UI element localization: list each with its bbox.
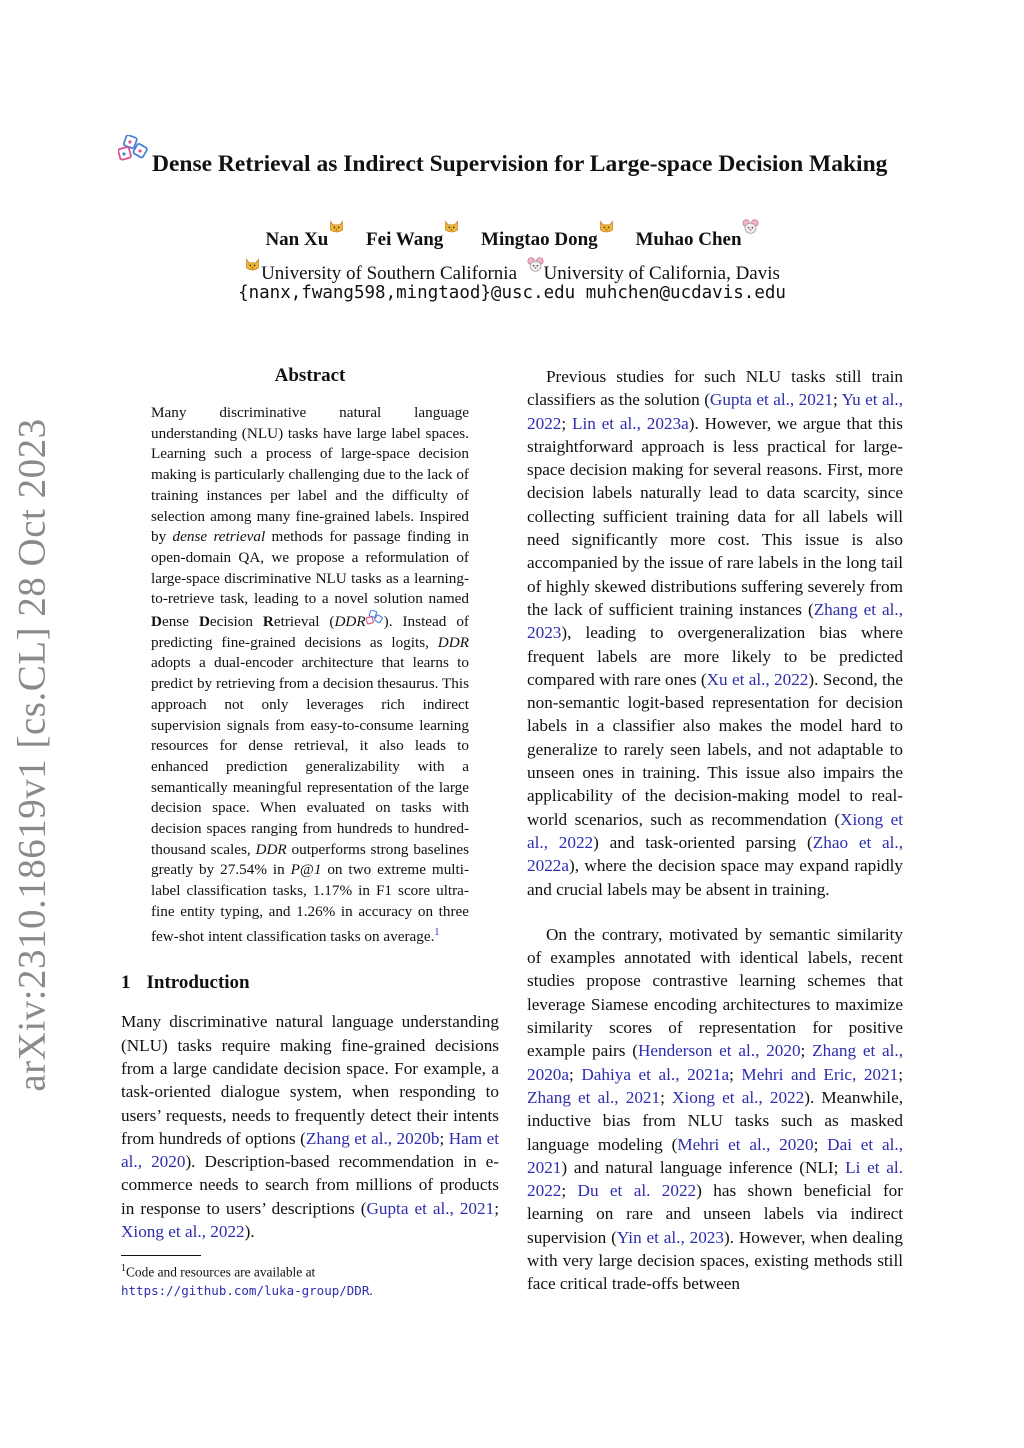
citation-link[interactable]: Xu et al., 2022 xyxy=(706,669,809,689)
citation-link[interactable]: Zhang et al., 2021 xyxy=(527,1087,661,1107)
affiliation-list xyxy=(0,256,1024,285)
citation-link[interactable]: Xiong et al., 2022 xyxy=(121,1222,245,1242)
left-column xyxy=(121,365,499,1300)
footnote-marker[interactable]: 1 xyxy=(434,926,440,938)
citation-link[interactable]: Lin et al., 2023a xyxy=(571,413,689,433)
author-2 xyxy=(366,229,460,250)
author-name: Fei Wang xyxy=(366,229,444,250)
intro-paragraph-1: Many discriminative natural language understanding (NLU) tasks require making fine-grained decisions from a large candidate decision space. For example, a task-oriented dialogue system, when responding to users’ requests, needs to frequently detect their intents from hundreds of options (Zhang et al., 2020b; Ham et al., 2020). Description-based recommendation in e-commerce needs to search from millions of products in response to users’ descriptions (Gupta et al., 2021; Xiong et al., 2022). xyxy=(121,1012,499,1242)
citation-link[interactable]: Mehri and Eric, 2021 xyxy=(741,1064,899,1084)
citation-link[interactable]: Li et al. 2022 xyxy=(527,1157,903,1201)
mouse-face-icon xyxy=(527,256,544,273)
citation-link[interactable]: Xiong et al., 2022 xyxy=(672,1087,805,1107)
citation-link[interactable]: Dai et al., 2021 xyxy=(527,1134,904,1177)
citation-link[interactable]: Yu et al., 2022 xyxy=(527,390,903,433)
author-3 xyxy=(481,229,615,250)
citation-link[interactable]: Dahiya et al., 2021a xyxy=(581,1064,730,1084)
ddr-logo-icon xyxy=(118,135,150,167)
affiliation-usc: University of Southern California xyxy=(261,263,518,284)
author-name: Mingtao Dong xyxy=(481,229,598,250)
cat-face-icon xyxy=(443,218,460,235)
author-list xyxy=(0,218,1024,251)
arxiv-identifier xyxy=(2,418,62,1092)
intro-paragraph-3: On the contrary, motivated by semantic similarity of examples annotated with identical labels, recent studies propose contrastive learning schemes that leverage Siamese encoding architectures to maximize similarity scores of representation for positive example pairs (Henderson et al., 2020; Zhang et al., 2020a; Dahiya et al., 2021a; Mehri and Eric, 2021; Zhang et al., 2021; Xiong et al., 2022). Meanwhile, inductive bias from NLU tasks such as masked language modeling (Mehri et al., 2020; Dai et al., 2021) and natural language inference (NLI; Li et al. 2022; Du et al. 2022) has shown beneficial for learning on rare and unseen labels via indirect supervision (Yin et al., 2023). However, when dealing with very large decision spaces, existing methods still face critical trade-offs between xyxy=(527,924,904,1294)
citation-link[interactable]: Gupta et al., 2021 xyxy=(709,390,834,410)
cat-face-icon xyxy=(328,218,345,235)
author-4 xyxy=(635,229,758,250)
abstract-body: Many discriminative natural language understanding (NLU) tasks have large label spaces. Learning such a process of large-space decision making is particularly challenging due to the lack of training instances per label and the difficulty of selection among many fine-grained labels. Inspired by dense retrieval methods for passage finding in open-domain QA, we propose a reformulation of large-space discriminative NLU tasks as a learning-to-retrieve task, leading to a novel solution named Dense Decision Retrieval (DDR ). Instead of predicting fine-grained decisions as logits, DDR adopts a dual-encoder architecture that learns to predict by retrieving from a decision thesaurus. This approach not only leverages rich indirect supervision signals from easy-to-consume learning resources for dense retrieval, it also leads to enhanced prediction generalizability with a semantically meaningful representation of the large decision space. When evaluated on tasks with decision spaces ranging from hundreds to hundred-thousand scales, DDR outperforms strong baselines greatly by 27.54% in P@1 on two extreme multi-label classification tasks, 1.17% in F1 score ultra-fine entity typing, and 1.26% in accuracy on three few-shot intent classification tasks on average.$^1$ xyxy=(151,404,469,945)
author-1 xyxy=(265,229,345,250)
mouse-face-icon xyxy=(742,218,759,235)
cat-face-icon xyxy=(598,218,615,235)
citation-link[interactable]: Xiong et al., 2022 xyxy=(527,809,904,852)
intro-paragraph-2: Previous studies for such NLU tasks still train classifiers as the solution (Gupta et al., 2021; Yu et al., 2022; Lin et al., 2023a). However, we argue that this straightforward approach is less practical for large-space decision making for several reasons. First, more decision labels naturally lead to data scarcity, since collecting sufficient training data for all labels will need significantly more cost. This issue is also accompanied by the issue of rare labels in the long tail of highly skewed distributions suffering severely from the lack of sufficient training instances (Zhang et al., 2023), leading to overgeneralization bias where frequent labels are more likely to be predicted compared with rare ones (Xu et al., 2022). Second, the non-semantic logit-based representation for decision labels in a classifier also makes the model hard to generalize to rarely seen labels, and not adaptable to unseen ones in training. This issue also impairs the applicability of the decision-making model to real-world scenarios, such as recommendation (Xiong et al., 2022) and task-oriented parsing (Zhao et al., 2022a), where the decision space may expand rapidly and crucial labels may be absent in training. xyxy=(527,367,904,899)
author-name: Muhao Chen xyxy=(635,229,742,250)
citation-link[interactable]: Zhang et al., 2020b xyxy=(305,1128,440,1148)
citation-link[interactable]: Yin et al., 2023 xyxy=(616,1227,724,1247)
arxiv-identifier-text: arXiv:2310.18619v1 [cs.CL] 28 Oct 2023 xyxy=(10,418,54,1092)
abstract-heading: Abstract xyxy=(274,365,346,386)
footnote-divider xyxy=(121,1255,201,1256)
citation-link[interactable]: Mehri et al., 2020 xyxy=(677,1134,814,1154)
author-name: Nan Xu xyxy=(265,229,329,250)
citation-link[interactable]: Ham et al., 2020 xyxy=(121,1128,499,1172)
ddr-logo-icon xyxy=(366,610,384,628)
citation-link[interactable]: Zhang et al., 2020a xyxy=(527,1041,904,1084)
paper-title: Dense Retrieval as Indirect Supervision for Large-space Decision Making xyxy=(152,151,888,177)
section-heading-introduction: 1 Introduction xyxy=(121,972,250,994)
footnote: $^1$Code and resources are available at https://github.com/luka-group/DDR. xyxy=(121,1263,373,1298)
affiliation-ucdavis: University of California, Davis xyxy=(543,263,780,284)
right-column xyxy=(527,365,903,1296)
citation-link[interactable]: Zhao et al., 2022a xyxy=(527,832,903,876)
github-link[interactable]: https://github.com/luka-group/DDR xyxy=(121,1282,370,1298)
citation-link[interactable]: Henderson et al., 2020 xyxy=(637,1041,801,1061)
title-block xyxy=(118,135,938,178)
citation-link[interactable]: Du et al. 2022 xyxy=(577,1181,697,1201)
citation-link[interactable]: Zhang et al., 2023 xyxy=(527,599,903,643)
author-emails: {nanx,fwang598,mingtaod}@usc.edu muhchen@ucdavis.edu xyxy=(238,283,786,303)
cat-face-icon xyxy=(244,256,261,273)
citation-link[interactable]: Gupta et al., 2021 xyxy=(366,1198,495,1218)
